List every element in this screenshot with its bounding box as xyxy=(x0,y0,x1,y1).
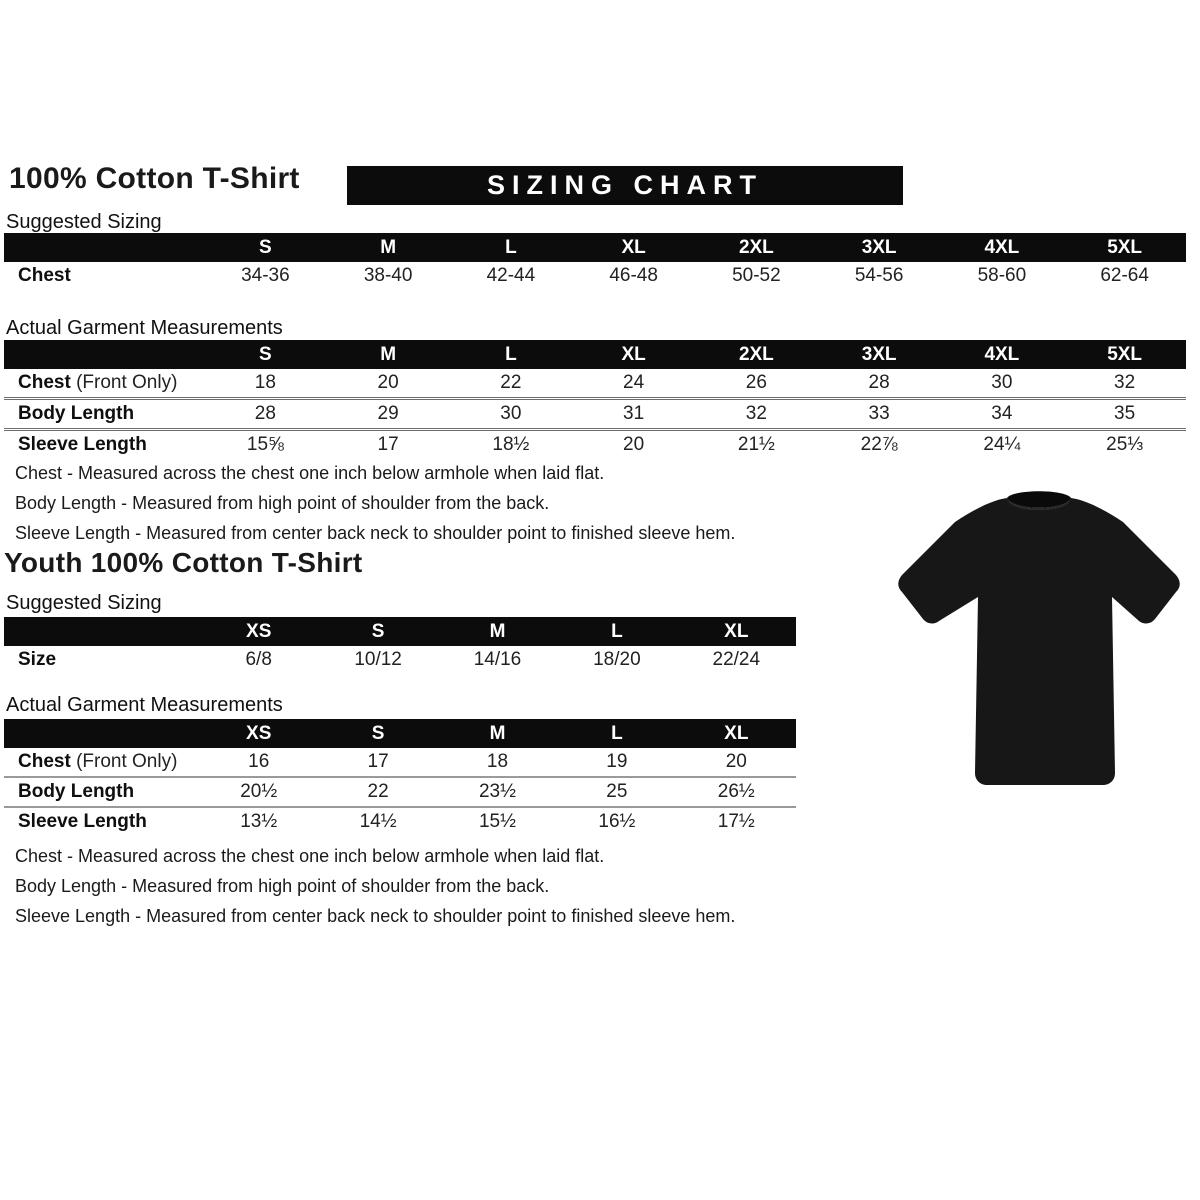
cell: 6/8 xyxy=(245,649,272,670)
cell: 15½ xyxy=(438,807,557,836)
adult-actual-measurements-label: Actual Garment Measurements xyxy=(6,317,283,339)
size-col-header-blank xyxy=(4,340,204,369)
table-row-chest xyxy=(4,369,1186,399)
row-label: Sleeve Length xyxy=(4,807,199,836)
size-col-header: XL xyxy=(572,340,695,369)
size-col-header: L xyxy=(450,340,573,369)
cell: 25 xyxy=(557,777,676,807)
youth-actual-table xyxy=(4,719,796,836)
cell: 30 xyxy=(991,372,1013,393)
cell: 16 xyxy=(248,751,270,772)
cell: 25⅓ xyxy=(1063,430,1186,460)
size-col-header: L xyxy=(557,617,676,646)
cell: 10/12 xyxy=(354,649,402,670)
cell: 13½ xyxy=(199,807,318,836)
cell: 58-60 xyxy=(977,265,1027,286)
table-row-sleeve-length xyxy=(4,807,796,836)
table-row-size xyxy=(4,646,796,674)
cell: 18½ xyxy=(450,430,573,460)
cell: 20 xyxy=(377,372,399,393)
size-col-header: 2XL xyxy=(695,340,818,369)
cell: 31 xyxy=(572,399,695,430)
size-col-header: 5XL xyxy=(1063,233,1186,262)
note-line: Chest - Measured across the chest one inch below armhole when laid flat. xyxy=(15,463,605,483)
cell: 22 xyxy=(500,372,522,393)
cell: 14½ xyxy=(318,807,437,836)
cell: 30 xyxy=(450,399,573,430)
size-col-header: 2XL xyxy=(695,233,818,262)
tshirt-photo xyxy=(886,480,1192,812)
youth-suggested-sizing-label: Suggested Sizing xyxy=(6,592,162,614)
tshirt-silhouette-icon xyxy=(886,480,1192,812)
size-col-header: XL xyxy=(677,719,796,748)
cell: 22/24 xyxy=(712,649,761,670)
table-row-body-length xyxy=(4,399,1186,430)
table-header-row xyxy=(4,340,1186,369)
row-label: Body Length xyxy=(4,399,204,430)
cell: 20½ xyxy=(199,777,318,807)
cell: 19 xyxy=(606,751,628,772)
cell: 18 xyxy=(486,751,509,772)
row-label: Size xyxy=(18,649,57,670)
size-col-header: S xyxy=(204,340,327,369)
row-label: Chest (Front Only) xyxy=(18,372,178,393)
size-col-header: 3XL xyxy=(818,340,941,369)
size-col-header: XL xyxy=(677,617,796,646)
adult-actual-table xyxy=(4,340,1186,459)
adult-suggested-sizing-label: Suggested Sizing xyxy=(6,211,162,233)
note-line: Sleeve Length - Measured from center back neck to shoulder point to finished sleeve hem. xyxy=(15,906,736,926)
cell: 54-56 xyxy=(854,265,904,286)
size-col-header: XS xyxy=(199,719,318,748)
cell: 14/16 xyxy=(473,649,522,670)
cell: 17 xyxy=(367,751,389,772)
cell: 46-48 xyxy=(609,265,658,286)
cell: 21½ xyxy=(695,430,818,460)
cell: 26 xyxy=(745,372,767,393)
cell: 38-40 xyxy=(363,265,413,286)
row-label: Sleeve Length xyxy=(4,430,204,460)
cell: 18/20 xyxy=(593,649,641,670)
cell: 17½ xyxy=(677,807,796,836)
table-header-row xyxy=(4,719,796,748)
size-col-header: M xyxy=(327,233,450,262)
youth-suggested-table xyxy=(4,617,796,674)
table-header-row xyxy=(4,617,796,646)
size-col-header: M xyxy=(438,617,557,646)
size-col-header: S xyxy=(204,233,327,262)
note-line: Chest - Measured across the chest one inch below armhole when laid flat. xyxy=(15,846,605,866)
cell: 28 xyxy=(204,399,327,430)
row-label: Chest (Front Only) xyxy=(18,751,178,772)
cell: 35 xyxy=(1063,399,1186,430)
cell: 17 xyxy=(327,430,450,460)
table-row-chest xyxy=(4,748,796,777)
cell: 29 xyxy=(327,399,450,430)
size-col-header-blank xyxy=(4,617,199,646)
size-col-header: 4XL xyxy=(941,340,1064,369)
size-col-header: S xyxy=(318,719,437,748)
size-col-header-blank xyxy=(4,233,204,262)
youth-measurement-notes xyxy=(15,841,815,931)
cell: 24 xyxy=(623,372,645,393)
size-col-header-blank xyxy=(4,719,199,748)
cell: 23½ xyxy=(438,777,557,807)
row-label: Chest xyxy=(18,265,71,286)
page-title: 100% Cotton T-Shirt xyxy=(9,162,300,195)
size-col-header: 5XL xyxy=(1063,340,1186,369)
cell: 50-52 xyxy=(732,265,781,286)
adult-measurement-notes xyxy=(15,458,815,548)
note-line: Sleeve Length - Measured from center back neck to shoulder point to finished sleeve hem. xyxy=(15,523,736,543)
size-col-header: 3XL xyxy=(818,233,941,262)
cell: 18 xyxy=(254,372,276,393)
cell: 22⅞ xyxy=(818,430,941,460)
cell: 28 xyxy=(868,372,890,393)
cell: 32 xyxy=(1114,372,1136,393)
size-col-header: L xyxy=(450,233,573,262)
cell: 22 xyxy=(318,777,437,807)
youth-actual-measurements-label: Actual Garment Measurements xyxy=(6,694,283,716)
row-label: Body Length xyxy=(4,777,199,807)
note-line: Body Length - Measured from high point of shoulder from the back. xyxy=(15,493,550,513)
adult-suggested-table xyxy=(4,233,1186,290)
size-col-header: XL xyxy=(572,233,695,262)
youth-section-title: Youth 100% Cotton T-Shirt xyxy=(4,547,363,578)
table-row-body-length xyxy=(4,777,796,807)
sizing-chart-banner: SIZING CHART xyxy=(347,166,903,205)
cell: 15⅝ xyxy=(204,430,327,460)
cell: 16½ xyxy=(557,807,676,836)
size-col-header: 4XL xyxy=(941,233,1064,262)
cell: 62-64 xyxy=(1100,265,1149,286)
cell: 42-44 xyxy=(486,265,536,286)
cell: 20 xyxy=(725,751,747,772)
cell: 33 xyxy=(818,399,941,430)
cell: 34-36 xyxy=(241,265,290,286)
cell: 34 xyxy=(941,399,1064,430)
table-header-row xyxy=(4,233,1186,262)
size-col-header: L xyxy=(557,719,676,748)
size-col-header: M xyxy=(438,719,557,748)
cell: 32 xyxy=(695,399,818,430)
cell: 24¼ xyxy=(941,430,1064,460)
table-row-sleeve-length xyxy=(4,430,1186,460)
cell: 20 xyxy=(572,430,695,460)
size-col-header: M xyxy=(327,340,450,369)
table-row-chest xyxy=(4,262,1186,290)
size-col-header: S xyxy=(318,617,437,646)
size-col-header: XS xyxy=(199,617,318,646)
cell: 26½ xyxy=(677,777,796,807)
note-line: Body Length - Measured from high point of shoulder from the back. xyxy=(15,876,550,896)
